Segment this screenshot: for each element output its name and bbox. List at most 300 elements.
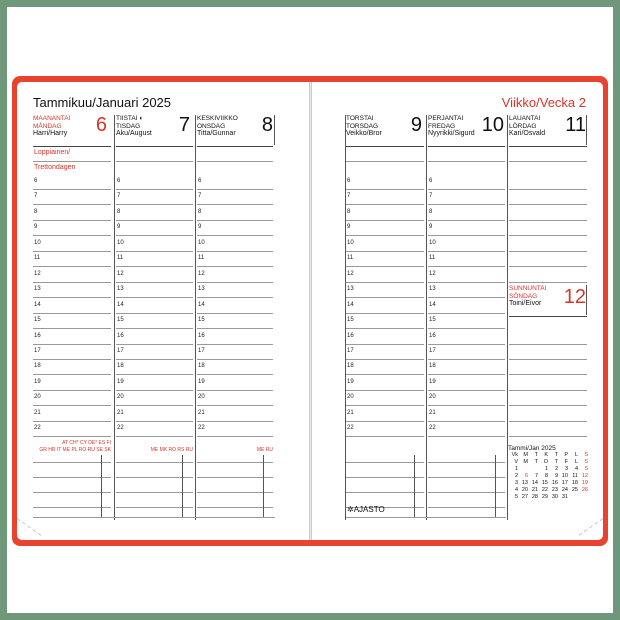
hour-line bbox=[33, 436, 111, 437]
hour-label: 8 bbox=[34, 209, 38, 215]
notes-line bbox=[346, 492, 424, 493]
name-day: Titta/Gunnar bbox=[197, 130, 236, 137]
day-number: 12 bbox=[563, 286, 586, 308]
hour-label: 9 bbox=[198, 224, 202, 230]
mini-calendar-day: 14 bbox=[531, 480, 538, 486]
mini-calendar-day: 29 bbox=[541, 494, 548, 500]
mini-calendar-header: O bbox=[543, 459, 548, 465]
ruled-line bbox=[116, 161, 193, 162]
header-rule bbox=[116, 146, 193, 147]
hour-line bbox=[509, 374, 587, 375]
hour-line bbox=[428, 421, 505, 422]
hour-line bbox=[116, 344, 193, 345]
mini-calendar-day: 7 bbox=[534, 473, 538, 479]
hour-line bbox=[197, 344, 273, 345]
hour-label: 19 bbox=[34, 379, 41, 385]
hour-line bbox=[33, 235, 111, 236]
mini-calendar-day: 15 bbox=[541, 480, 548, 486]
mini-calendar-header: F bbox=[564, 459, 568, 465]
hour-line bbox=[197, 405, 273, 406]
name-day: Aku/August bbox=[116, 130, 152, 137]
hour-line bbox=[116, 235, 193, 236]
hour-label: 16 bbox=[34, 333, 41, 339]
country-holidays-line1: AT CH* CY DE* ES FI bbox=[62, 440, 111, 446]
day-number: 10 bbox=[481, 114, 504, 136]
mini-calendar-day: 13 bbox=[521, 480, 528, 486]
hour-line bbox=[346, 297, 424, 298]
hour-line bbox=[509, 390, 587, 391]
hour-line bbox=[346, 374, 424, 375]
mini-calendar-day: 2 bbox=[554, 466, 558, 472]
notes-line bbox=[428, 507, 505, 508]
mini-calendar-day: 30 bbox=[551, 494, 558, 500]
hour-line bbox=[346, 421, 424, 422]
mini-calendar-day: 4 bbox=[574, 466, 578, 472]
hour-line bbox=[428, 359, 505, 360]
mini-calendar-day: 16 bbox=[551, 480, 558, 486]
column-edge bbox=[274, 115, 275, 145]
hour-label: 15 bbox=[117, 317, 124, 323]
notes-divider bbox=[263, 455, 264, 517]
hour-line bbox=[116, 282, 193, 283]
hour-line bbox=[428, 297, 505, 298]
mini-calendar-day: 19 bbox=[581, 480, 588, 486]
hour-label: 15 bbox=[198, 317, 205, 323]
day-name-fi: MAANANTAI bbox=[33, 115, 71, 122]
mini-calendar-day: 25 bbox=[571, 487, 578, 493]
mini-calendar-header: P bbox=[564, 452, 568, 458]
mini-calendar-day: 22 bbox=[541, 487, 548, 493]
hour-line bbox=[116, 251, 193, 252]
mini-calendar-header: Vk bbox=[511, 452, 518, 458]
notes-line bbox=[33, 477, 111, 478]
header-rule bbox=[346, 146, 424, 147]
hour-line bbox=[346, 390, 424, 391]
week-title: Viikko/Vecka 2 bbox=[501, 95, 586, 110]
mini-calendar-day: 20 bbox=[521, 487, 528, 493]
hour-label: 7 bbox=[34, 193, 38, 199]
hour-label: 22 bbox=[429, 425, 436, 431]
hour-label: 8 bbox=[429, 209, 433, 215]
notes-divider bbox=[495, 455, 496, 517]
hour-label: 9 bbox=[347, 224, 351, 230]
notes-line bbox=[197, 462, 273, 463]
hour-line bbox=[116, 405, 193, 406]
hour-label: 6 bbox=[429, 178, 433, 184]
hour-line bbox=[428, 251, 505, 252]
notes-line bbox=[197, 477, 273, 478]
notes-divider bbox=[182, 455, 183, 517]
hour-line bbox=[428, 266, 505, 267]
notes-divider bbox=[414, 455, 415, 517]
hour-line bbox=[33, 189, 111, 190]
hour-label: 9 bbox=[117, 224, 121, 230]
hour-line bbox=[509, 359, 587, 360]
hour-label: 6 bbox=[34, 178, 38, 184]
day-name-sv: SÖNDAG bbox=[509, 292, 538, 300]
hour-label: 22 bbox=[117, 425, 124, 431]
hour-line bbox=[197, 282, 273, 283]
mini-calendar-day: 17 bbox=[561, 480, 568, 486]
mini-calendar-day bbox=[568, 494, 578, 501]
name-day: Nyyrikki/Sigurd bbox=[428, 130, 475, 137]
header-rule bbox=[197, 146, 273, 147]
mini-calendar-header: L bbox=[574, 459, 578, 465]
hour-line bbox=[197, 220, 273, 221]
hour-label: 20 bbox=[34, 394, 41, 400]
hour-line bbox=[428, 405, 505, 406]
hour-label: 18 bbox=[198, 363, 205, 369]
mini-calendar-day: 27 bbox=[521, 494, 528, 500]
mini-calendar-header: S bbox=[584, 452, 588, 458]
hour-line bbox=[197, 204, 273, 205]
day-column-saturday bbox=[509, 115, 587, 138]
hour-label: 12 bbox=[429, 271, 436, 277]
hour-label: 16 bbox=[347, 333, 354, 339]
hour-label: 22 bbox=[347, 425, 354, 431]
hour-line bbox=[509, 251, 587, 252]
hour-line bbox=[509, 189, 587, 190]
hour-line bbox=[509, 282, 587, 283]
mini-calendar-title: Tammi/Jan 2025 bbox=[508, 445, 556, 452]
hour-line bbox=[346, 328, 424, 329]
hour-label: 20 bbox=[429, 394, 436, 400]
hour-line bbox=[116, 189, 193, 190]
hour-label: 21 bbox=[198, 410, 205, 416]
mini-calendar-header: T bbox=[554, 459, 558, 465]
hour-label: 15 bbox=[34, 317, 41, 323]
hour-label: 14 bbox=[198, 302, 205, 308]
hour-line bbox=[509, 220, 587, 221]
hour-line bbox=[33, 390, 111, 391]
hour-label: 16 bbox=[429, 333, 436, 339]
hour-line bbox=[428, 328, 505, 329]
hour-line bbox=[33, 344, 111, 345]
column-edge bbox=[586, 115, 587, 145]
day-name-fi: TORSTAI bbox=[346, 115, 374, 122]
hour-line bbox=[428, 344, 505, 345]
day-number: 7 bbox=[178, 114, 190, 136]
mini-calendar-day: 4 bbox=[514, 487, 518, 493]
hour-label: 11 bbox=[198, 255, 205, 261]
hour-label: 19 bbox=[429, 379, 436, 385]
hour-line bbox=[197, 313, 273, 314]
hour-label: 13 bbox=[347, 286, 354, 292]
hour-line bbox=[428, 282, 505, 283]
notes-line bbox=[428, 462, 505, 463]
hour-line bbox=[116, 328, 193, 329]
mini-calendar-day: 11 bbox=[572, 473, 578, 479]
mini-calendar-day: 2 bbox=[514, 473, 518, 479]
hour-line bbox=[197, 297, 273, 298]
day-name-fi: LAUANTAI bbox=[509, 115, 541, 122]
mini-calendar-header: V bbox=[514, 459, 518, 465]
hour-label: 22 bbox=[34, 425, 41, 431]
hour-label: 12 bbox=[198, 271, 205, 277]
mini-calendar bbox=[508, 445, 588, 501]
hour-line bbox=[33, 359, 111, 360]
hour-line bbox=[346, 313, 424, 314]
mini-calendar-day: 8 bbox=[544, 473, 548, 479]
hour-label: 15 bbox=[429, 317, 436, 323]
holiday-name-fi: Loppiainen/ bbox=[34, 149, 71, 156]
hour-label: 11 bbox=[429, 255, 436, 261]
mini-calendar-day: 24 bbox=[561, 487, 568, 493]
country-holidays-line2: GR HR IT ME PL RO RU SE SK bbox=[39, 447, 111, 453]
day-column-tuesday bbox=[116, 115, 194, 138]
day-number: 8 bbox=[261, 114, 273, 136]
hour-line bbox=[428, 313, 505, 314]
hour-label: 12 bbox=[347, 271, 354, 277]
header-rule bbox=[428, 146, 505, 147]
day-number: 11 bbox=[565, 114, 586, 136]
country-holidays: ME RU bbox=[256, 447, 273, 453]
hour-line bbox=[509, 436, 587, 437]
hour-label: 21 bbox=[34, 410, 41, 416]
hour-label: 10 bbox=[198, 240, 205, 246]
mini-calendar-day: 23 bbox=[551, 487, 558, 493]
hour-line bbox=[33, 282, 111, 283]
hour-label: 17 bbox=[198, 348, 205, 354]
day-column-monday bbox=[33, 115, 111, 138]
hour-line bbox=[197, 359, 273, 360]
day-name-fi: PERJANTAI bbox=[428, 115, 464, 122]
day-column-friday bbox=[428, 115, 506, 138]
header-rule bbox=[509, 316, 587, 317]
ruled-line bbox=[33, 161, 111, 162]
day-name-sv: FREDAG bbox=[428, 122, 456, 130]
hour-label: 11 bbox=[34, 255, 41, 261]
column-divider bbox=[345, 115, 346, 520]
hour-line bbox=[116, 266, 193, 267]
hour-label: 18 bbox=[347, 363, 354, 369]
hour-line bbox=[346, 344, 424, 345]
hour-label: 21 bbox=[347, 410, 354, 416]
hour-label: 18 bbox=[429, 363, 436, 369]
hour-label: 7 bbox=[117, 193, 121, 199]
hour-label: 6 bbox=[347, 178, 351, 184]
mini-calendar-day: 3 bbox=[514, 480, 518, 486]
hour-line bbox=[509, 266, 587, 267]
hour-label: 13 bbox=[117, 286, 124, 292]
name-day: Toini/Eivor bbox=[509, 300, 542, 307]
hour-line bbox=[116, 220, 193, 221]
day-column-sunday bbox=[509, 285, 587, 308]
hour-line bbox=[428, 235, 505, 236]
hour-label: 20 bbox=[117, 394, 124, 400]
mini-calendar-header: T bbox=[534, 459, 538, 465]
hour-line bbox=[428, 374, 505, 375]
binding-spine bbox=[309, 82, 312, 540]
hour-line bbox=[197, 390, 273, 391]
logo-text: AJASTO bbox=[353, 505, 385, 514]
hour-line bbox=[116, 421, 193, 422]
hour-line bbox=[428, 220, 505, 221]
hour-line bbox=[428, 436, 505, 437]
hour-line bbox=[346, 235, 424, 236]
hour-label: 16 bbox=[117, 333, 124, 339]
day-number: 9 bbox=[410, 114, 422, 136]
hour-label: 19 bbox=[347, 379, 354, 385]
mini-calendar-day bbox=[528, 466, 538, 473]
hour-label: 7 bbox=[429, 193, 433, 199]
hour-line bbox=[33, 266, 111, 267]
hour-line bbox=[197, 235, 273, 236]
notes-line bbox=[197, 492, 273, 493]
day-number: 6 bbox=[95, 114, 107, 136]
hour-label: 15 bbox=[347, 317, 354, 323]
hour-line bbox=[116, 359, 193, 360]
name-day: Kari/Osvald bbox=[509, 130, 546, 137]
hour-line bbox=[197, 266, 273, 267]
hour-label: 13 bbox=[34, 286, 41, 292]
hour-label: 18 bbox=[117, 363, 124, 369]
notes-line bbox=[33, 492, 111, 493]
mini-calendar-header: K bbox=[544, 452, 548, 458]
mini-calendar-header: L bbox=[574, 452, 578, 458]
mini-calendar-header: T bbox=[534, 452, 538, 458]
header-rule bbox=[509, 146, 587, 147]
hour-label: 22 bbox=[198, 425, 205, 431]
ruled-line bbox=[346, 161, 424, 162]
hour-label: 14 bbox=[347, 302, 354, 308]
hour-line bbox=[116, 313, 193, 314]
hour-label: 9 bbox=[34, 224, 38, 230]
mini-calendar-day: 10 bbox=[561, 473, 568, 479]
day-name-fi: KESKIVIIKKO bbox=[197, 115, 238, 122]
mini-calendar-day: 31 bbox=[561, 494, 568, 500]
hour-label: 20 bbox=[198, 394, 205, 400]
day-name-sv: TORSDAG bbox=[346, 122, 379, 130]
hour-label: 9 bbox=[429, 224, 433, 230]
hour-label: 7 bbox=[198, 193, 202, 199]
hour-label: 14 bbox=[34, 302, 41, 308]
hour-line bbox=[346, 436, 424, 437]
day-name-sv: MÅNDAG bbox=[33, 122, 62, 130]
hour-line bbox=[509, 204, 587, 205]
mini-calendar-day: 5 bbox=[514, 494, 518, 500]
ruled-line bbox=[428, 161, 505, 162]
name-day: Veikko/Bror bbox=[346, 130, 382, 137]
hour-line bbox=[197, 251, 273, 252]
hour-line bbox=[33, 204, 111, 205]
hour-line bbox=[116, 204, 193, 205]
hour-line bbox=[33, 251, 111, 252]
mini-calendar-day: 3 bbox=[564, 466, 568, 472]
hour-line bbox=[33, 421, 111, 422]
hour-line bbox=[509, 235, 587, 236]
hour-line bbox=[116, 436, 193, 437]
day-name-sv: LÖRDAG bbox=[509, 122, 537, 130]
mini-calendar-day bbox=[518, 466, 528, 473]
hour-label: 7 bbox=[347, 193, 351, 199]
hour-label: 6 bbox=[117, 178, 121, 184]
hour-line bbox=[116, 374, 193, 375]
bottom-line bbox=[33, 517, 275, 518]
mini-calendar-day: 12 bbox=[581, 473, 588, 479]
ruled-line bbox=[197, 161, 273, 162]
ruled-line bbox=[509, 161, 587, 162]
hour-line bbox=[428, 204, 505, 205]
hour-label: 8 bbox=[347, 209, 351, 215]
mini-calendar-day: 1 bbox=[514, 466, 518, 472]
hour-line bbox=[346, 359, 424, 360]
mini-calendar-grid bbox=[508, 452, 588, 501]
hour-label: 13 bbox=[198, 286, 205, 292]
logo-mark-icon: ✲ bbox=[347, 505, 354, 514]
hour-label: 21 bbox=[429, 410, 436, 416]
mini-calendar-day bbox=[578, 494, 588, 501]
mini-calendar-header: T bbox=[554, 452, 558, 458]
hour-line bbox=[509, 405, 587, 406]
hour-line bbox=[33, 374, 111, 375]
hour-label: 17 bbox=[117, 348, 124, 354]
mini-calendar-header: S bbox=[584, 459, 588, 465]
month-title: Tammikuu/Januari 2025 bbox=[33, 95, 172, 110]
hour-label: 21 bbox=[117, 410, 124, 416]
hour-line bbox=[116, 297, 193, 298]
hour-line bbox=[346, 251, 424, 252]
mini-calendar-day: 9 bbox=[554, 473, 558, 479]
column-edge bbox=[586, 285, 587, 315]
mini-calendar-day: 6 bbox=[524, 473, 528, 479]
hour-label: 8 bbox=[117, 209, 121, 215]
hour-label: 10 bbox=[34, 240, 41, 246]
mini-calendar-day: 26 bbox=[581, 487, 588, 493]
mini-calendar-day: 1 bbox=[544, 466, 548, 472]
hour-line bbox=[33, 313, 111, 314]
mini-calendar-header: M bbox=[523, 459, 528, 465]
hour-label: 11 bbox=[347, 255, 354, 261]
hour-label: 19 bbox=[198, 379, 205, 385]
hour-label: 17 bbox=[429, 348, 436, 354]
header-rule bbox=[33, 146, 111, 147]
day-name-fi: TIISTAI ◐ bbox=[116, 115, 144, 122]
hour-label: 20 bbox=[347, 394, 354, 400]
hour-line bbox=[509, 421, 587, 422]
notes-line bbox=[33, 507, 111, 508]
hour-label: 11 bbox=[117, 255, 124, 261]
hour-line bbox=[346, 189, 424, 190]
holiday-name-sv: Trettondagen bbox=[34, 164, 76, 171]
notes-line bbox=[428, 492, 505, 493]
hour-line bbox=[346, 282, 424, 283]
hour-line bbox=[197, 328, 273, 329]
hour-line bbox=[346, 204, 424, 205]
hour-line bbox=[197, 374, 273, 375]
column-divider bbox=[114, 115, 115, 520]
hour-label: 6 bbox=[198, 178, 202, 184]
country-holidays: ME MK RO RS RU bbox=[150, 447, 193, 453]
hour-line bbox=[33, 405, 111, 406]
hour-label: 8 bbox=[198, 209, 202, 215]
hour-label: 14 bbox=[429, 302, 436, 308]
hour-label: 12 bbox=[34, 271, 41, 277]
hour-line bbox=[428, 189, 505, 190]
hour-line bbox=[197, 421, 273, 422]
hour-line bbox=[509, 344, 587, 345]
day-column-wednesday bbox=[197, 115, 275, 138]
hour-line bbox=[33, 328, 111, 329]
column-divider bbox=[195, 115, 196, 520]
hour-line bbox=[428, 390, 505, 391]
mini-calendar-header: M bbox=[523, 452, 528, 458]
hour-label: 16 bbox=[198, 333, 205, 339]
name-day: Harri/Harry bbox=[33, 130, 68, 137]
day-name-sv: ONSDAG bbox=[197, 122, 226, 130]
mini-calendar-day: 5 bbox=[584, 466, 588, 472]
hour-line bbox=[346, 220, 424, 221]
